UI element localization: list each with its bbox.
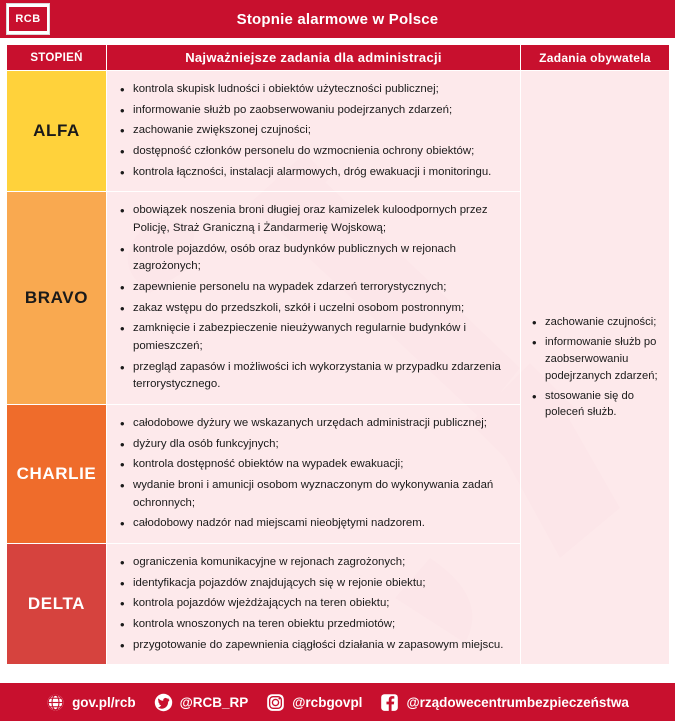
list-item: • dyżury dla osób funkcyjnych; (131, 436, 508, 454)
column-header-citizen: Zadania obywatela (521, 45, 670, 71)
footer-label-twitter: @RCB_RP (179, 694, 249, 710)
level-label-delta: DELTA (7, 544, 107, 665)
instagram-icon (266, 693, 285, 712)
list-item: • zachowanie zwiększonej czujności; (131, 122, 508, 140)
task-list (111, 554, 508, 654)
footer-label-facebook: @rządowecentrumbezpieczeństwa (406, 694, 629, 710)
footer-item-instagram[interactable] (257, 693, 371, 712)
list-item: • identyfikacja pojazdów znajdujących się w rejonie obiektu; (131, 575, 508, 593)
rcb-logo (6, 3, 50, 35)
facebook-icon (380, 693, 399, 712)
list-item: • przegląd zapasów i możliwości ich wykorzystania w przypadku zdarzenia terrorystycznego. (131, 359, 508, 394)
admin-tasks-charlie (107, 405, 521, 544)
footer-item-facebook[interactable] (371, 693, 637, 712)
footer-label-instagram: @rcbgovpl (292, 694, 363, 710)
footer-item-twitter[interactable] (145, 693, 258, 712)
list-item: • dostępność członków personelu do wzmocnienia ochrony obiektów; (131, 143, 508, 161)
column-header-level: STOPIEŃ (7, 45, 107, 71)
page-title: Stopnie alarmowe w Polsce (236, 10, 439, 28)
footer-item-website[interactable] (37, 693, 145, 712)
task-list (111, 81, 508, 181)
column-header-admin: Najważniejsze zadania dla administracji (107, 45, 521, 71)
list-item: • informowanie służb po zaobserwowaniu podejrzanych zdarzeń; (131, 102, 508, 120)
task-list (111, 202, 508, 394)
list-item: • stosowanie się do poleceń służb. (543, 388, 659, 422)
list-item: • obowiązek noszenia broni długiej oraz kamizelek kuloodpornych przez Policję, Straż Graniczną i Żandarmerię Wojskową; (131, 202, 508, 237)
table-header-row (7, 45, 670, 71)
admin-tasks-delta (107, 544, 521, 665)
task-list (111, 415, 508, 533)
list-item: • zapewnienie personelu na wypadek zdarzeń terrorystycznych; (131, 279, 508, 297)
list-item: • zachowanie czujności; (543, 314, 659, 331)
citizen-tasks-cell (521, 71, 670, 665)
footer-label-website: gov.pl/rcb (72, 694, 136, 710)
list-item: • przygotowanie do zapewnienia ciągłości działania w zapasowym miejscu. (131, 637, 508, 655)
list-item: • informowanie służb po zaobserwowaniu podejrzanych zdarzeń; (543, 334, 659, 384)
list-item: • kontrola pojazdów wjeżdżających na teren obiektu; (131, 595, 508, 613)
table-row (7, 71, 670, 192)
list-item: • kontrola wnoszonych na teren obiektu przedmiotów; (131, 616, 508, 634)
page-header (0, 0, 675, 38)
level-label-bravo: BRAVO (7, 192, 107, 405)
level-label-alfa: ALFA (7, 71, 107, 192)
level-label-charlie: CHARLIE (7, 405, 107, 544)
table-section (0, 38, 675, 683)
list-item: • ograniczenia komunikacyjne w rejonach zagrożonych; (131, 554, 508, 572)
page-footer (0, 683, 675, 721)
list-item: • całodobowe dyżury we wskazanych urzędach administracji publicznej; (131, 415, 508, 433)
list-item: • kontrole pojazdów, osób oraz budynków publicznych w rejonach zagrożonych; (131, 241, 508, 276)
list-item: • zakaz wstępu do przedszkoli, szkół i uczelni osobom postronnym; (131, 300, 508, 318)
twitter-icon (154, 693, 173, 712)
list-item: • wydanie broni i amunicji osobom wyznaczonym do wykonywania zadań ochronnych; (131, 477, 508, 512)
admin-tasks-bravo (107, 192, 521, 405)
citizen-task-list (523, 314, 659, 421)
list-item: • kontrola łączności, instalacji alarmowych, dróg ewakuacji i monitoringu. (131, 164, 508, 182)
alert-levels-table (6, 44, 670, 665)
list-item: • zamknięcie i zabezpieczenie nieużywanych regularnie budynków i pomieszczeń; (131, 320, 508, 355)
globe-icon (46, 693, 65, 712)
admin-tasks-alfa (107, 71, 521, 192)
list-item: • kontrola dostępność obiektów na wypadek ewakuacji; (131, 456, 508, 474)
list-item: • całodobowy nadzór nad miejscami nieobjętymi nadzorem. (131, 515, 508, 533)
rcb-logo-text: RCB (9, 7, 47, 31)
list-item: • kontrola skupisk ludności i obiektów użyteczności publicznej; (131, 81, 508, 99)
